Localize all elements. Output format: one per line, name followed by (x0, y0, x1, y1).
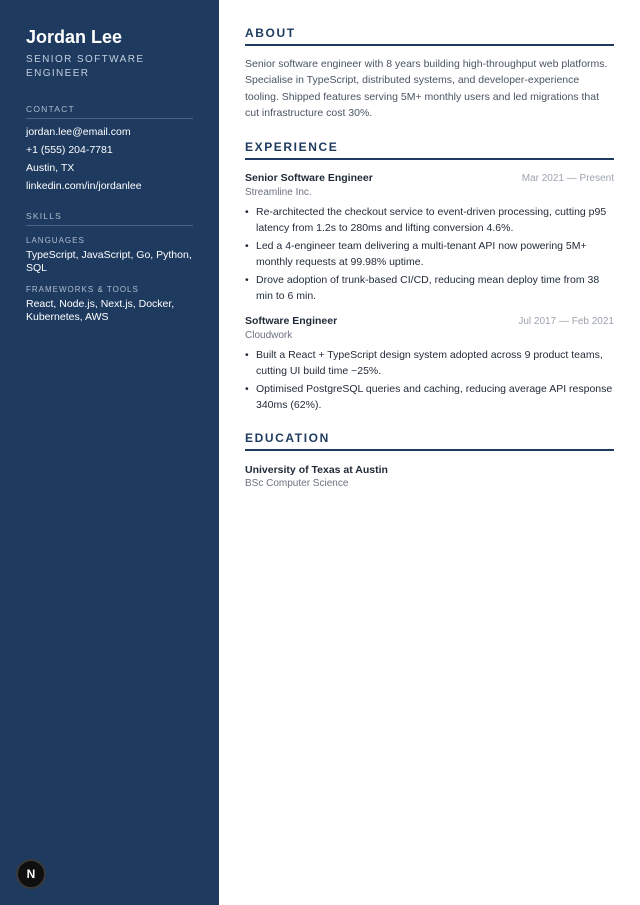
education-section (245, 431, 614, 491)
job-bullets (245, 347, 614, 413)
nextjs-logo-icon[interactable] (16, 859, 46, 889)
contact-heading: CONTACT (26, 104, 193, 119)
job-role: Senior Software Engineer (245, 171, 373, 184)
skill-group-label-frameworks: FRAMEWORKS & TOOLS (26, 285, 139, 294)
skill-group-items-frameworks: React, Node.js, Next.js, Docker, Kubernetes, AWS (26, 298, 175, 323)
education-degree: BSc Computer Science (245, 477, 349, 489)
contact-linkedin[interactable]: linkedin.com/in/jordanlee (26, 180, 142, 192)
job-dates: Jul 2017 — Feb 2021 (518, 315, 614, 327)
job-bullets (245, 204, 614, 304)
profile-name: Jordan Lee (26, 27, 123, 47)
job-role: Software Engineer (245, 314, 338, 327)
contact-email[interactable]: jordan.lee@email.com (26, 126, 131, 138)
job-entry (245, 314, 614, 413)
education-heading: EDUCATION (245, 431, 614, 451)
job-bullet: • Optimised PostgreSQL queries and caching, reducing average API response 340ms (62%). (245, 381, 614, 413)
job-bullet: • Re-architected the checkout service to event-driven processing, cutting p95 latency from 1.2s to 280ms and lifting conversion 4.6%. (245, 204, 614, 236)
job-dates: Mar 2021 — Present (521, 172, 614, 184)
education-school: University of Texas at Austin (245, 463, 388, 476)
fab-label: N (26, 867, 36, 881)
education-entry (245, 463, 614, 491)
job-bullet: • Led a 4-engineer team delivering a multi-tenant API now powering 5M+ monthly requests at 99.98% uptime. (245, 238, 614, 270)
skill-group-label-languages: LANGUAGES (26, 236, 85, 245)
job-header (245, 314, 614, 329)
job-header (245, 171, 614, 186)
job-company: Cloudwork (245, 329, 293, 341)
about-section (245, 26, 614, 122)
job-entry (245, 171, 614, 304)
job-company: Streamline Inc. (245, 186, 312, 198)
skills-heading: SKILLS (26, 211, 193, 226)
job-bullet: • Drove adoption of trunk-based CI/CD, reducing mean deploy time from 38 min to 6 min. (245, 272, 614, 304)
contact-list (26, 123, 193, 195)
about-heading: ABOUT (245, 26, 614, 46)
main-content (245, 26, 614, 491)
contact-phone: +1 (555) 204-7781 (26, 144, 113, 156)
sidebar (0, 0, 219, 905)
skill-group-items-languages: TypeScript, JavaScript, Go, Python, SQL (26, 249, 192, 274)
experience-section (245, 140, 614, 413)
experience-heading: EXPERIENCE (245, 140, 614, 160)
about-text: Senior software engineer with 8 years building high-throughput web platforms. Specialise in TypeScript, distributed systems, and developer-experience tooling. Shipped features serving 5M+ monthly users and led migrations that cut infrastructure cost 30%. (245, 58, 608, 120)
job-bullet: • Built a React + TypeScript design system adopted across 9 product teams, cutting UI build time ~25%. (245, 347, 614, 379)
contact-location: Austin, TX (26, 162, 75, 174)
profile-title: SENIOR SOFTWARE ENGINEER (26, 54, 145, 79)
